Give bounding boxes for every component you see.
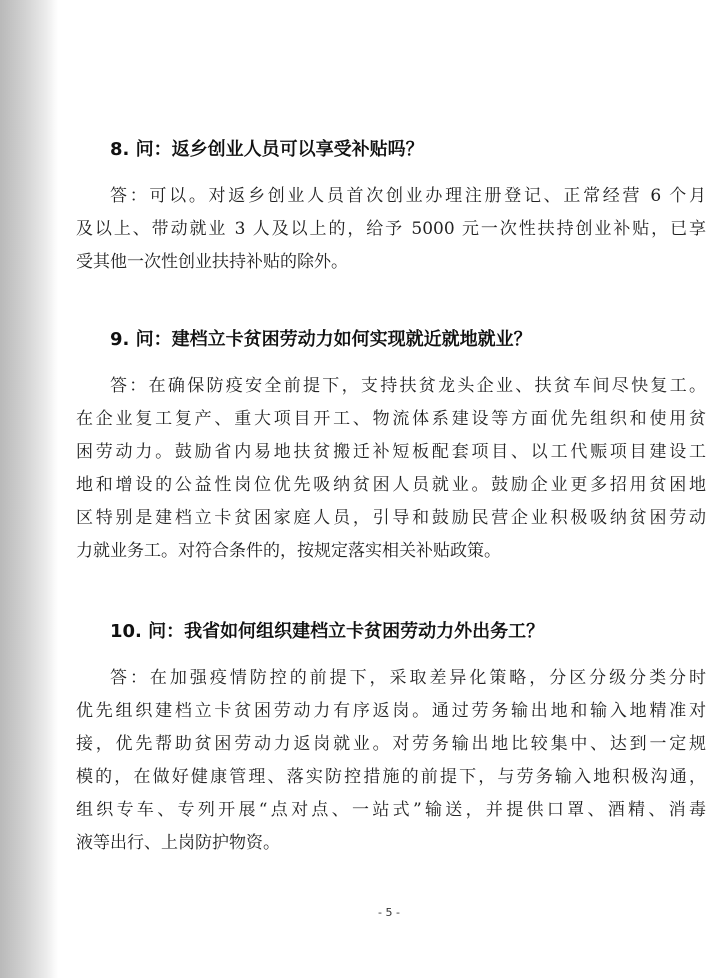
answer-line: 答：在加强疫情防控的前提下，采取差异化策略，分区分级分类分时 <box>110 668 706 688</box>
answer-8 <box>76 180 706 279</box>
answer-10 <box>76 662 706 860</box>
answer-line: 地和增设的公益性岗位优先吸纳贫困人员就业。鼓励企业更多招用贫困地 <box>76 475 706 495</box>
qa-section-10 <box>76 620 706 860</box>
question-8: 8. 问：返乡创业人员可以享受补贴吗？ <box>110 139 424 160</box>
question-10: 10. 问：我省如何组织建档立卡贫困劳动力外出务工？ <box>110 621 545 642</box>
answer-line: 及以上、带动就业 3 人及以上的，给予 5000 元一次性扶持创业补贴，已享 <box>76 219 706 239</box>
answer-9 <box>76 370 706 568</box>
answer-line: 在企业复工复产、重大项目开工、物流体系建设等方面优先组织和使用贫 <box>76 409 706 429</box>
qa-section-9 <box>76 328 706 568</box>
question-9: 9. 问：建档立卡贫困劳动力如何实现就近就地就业？ <box>110 329 532 350</box>
answer-line: 答：在确保防疫安全前提下，支持扶贫龙头企业、扶贫车间尽快复工。 <box>110 376 706 396</box>
answer-line: 接，优先帮助贫困劳动力返岗就业。对劳务输出地比较集中、达到一定规 <box>76 734 706 754</box>
answer-line: 答：可以。对返乡创业人员首次创业办理注册登记、正常经营 6 个月 <box>110 186 706 206</box>
answer-line: 受其他一次性创业扶持补贴的除外。 <box>76 252 348 272</box>
page-edge-shadow <box>0 0 58 978</box>
answer-line: 液等出行、上岗防护物资。 <box>76 833 280 853</box>
answer-line: 优先组织建档立卡贫困劳动力有序返岗。通过劳务输出地和输入地精准对 <box>76 701 706 721</box>
answer-line: 区特别是建档立卡贫困家庭人员，引导和鼓励民营企业积极吸纳贫困劳动 <box>76 508 706 528</box>
answer-line: 力就业务工。对符合条件的，按规定落实相关补贴政策。 <box>76 541 501 561</box>
answer-line: 组织专车、专列开展“点对点、一站式”输送，并提供口罩、酒精、消毒 <box>76 800 706 820</box>
answer-line: 困劳动力。鼓励省内易地扶贫搬迁补短板配套项目、以工代赈项目建设工 <box>76 442 706 462</box>
document-page <box>58 0 720 978</box>
page-number: - 5 - <box>378 906 400 919</box>
qa-section-8 <box>76 138 706 279</box>
answer-line: 模的，在做好健康管理、落实防控措施的前提下，与劳务输入地积极沟通， <box>76 767 706 787</box>
